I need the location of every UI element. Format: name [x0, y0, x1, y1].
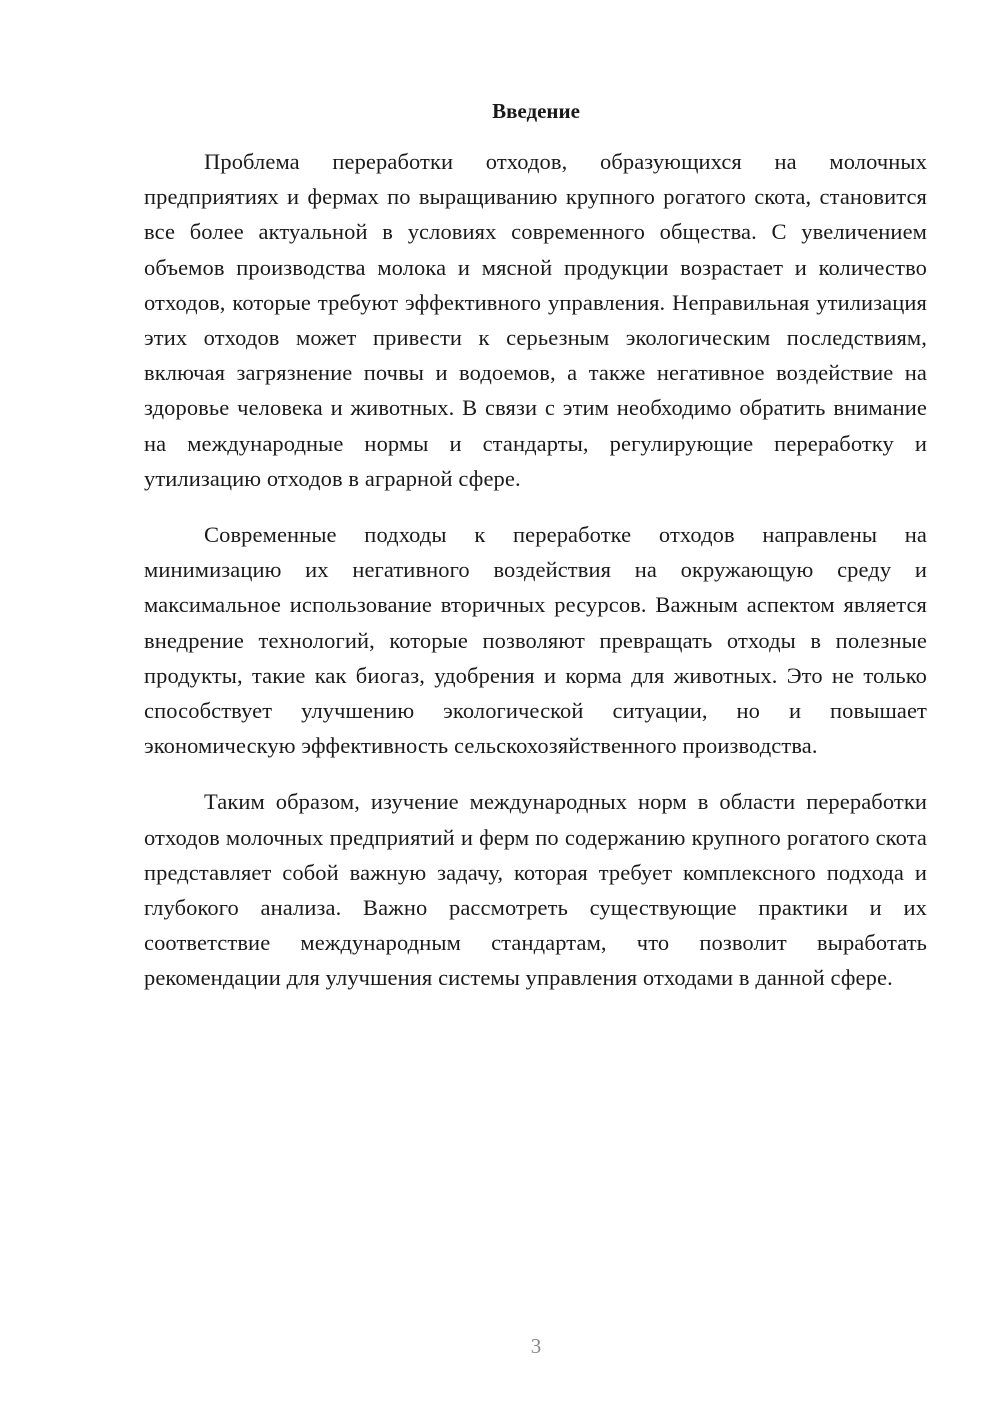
- paragraph-3: Таким образом, изучение международных норм в области переработки отходов молочных предприятий и ферм по содержанию крупного рогатого скота представляет собой важную задачу, которая требует комплексного подхода и глубокого анализа. Важно рассмотреть существующие практики и их соответствие международным стандартам, что позволит выработать рекомендации для улучшения системы управления отходами в данной сфере.: [144, 789, 927, 991]
- page-number: 3: [530, 1334, 542, 1358]
- body-text: [144, 144, 927, 1017]
- section-heading: Введение: [492, 99, 580, 123]
- paragraph-2: Современные подходы к переработке отходов направлены на минимизацию их негативного воздействия на окружающую среду и максимальное использование вторичных ресурсов. Важным аспектом является внедрение технологий, которые позволяют превращать отходы в полезные продукты, такие как биогаз, удобрения и корма для животных. Это не только способствует улучшению экологической ситуации, но и повышает экономическую эффективность сельскохозяйственного производства.: [144, 522, 927, 759]
- paragraph-1: Проблема переработки отходов, образующихся на молочных предприятиях и фермах по выращиванию крупного рогатого скота, становится все более актуальной в условиях современного общества. С увеличением объемов производства молока и мясной продукции возрастает и количество отходов, которые требуют эффективного управления. Неправильная утилизация этих отходов может привести к серьезным экологическим последствиям, включая загрязнение почвы и водоемов, а также негативное воздействие на здоровье человека и животных. В связи с этим необходимо обратить внимание на международные нормы и стандарты, регулирующие переработку и утилизацию отходов в аграрной сфере.: [144, 149, 927, 491]
